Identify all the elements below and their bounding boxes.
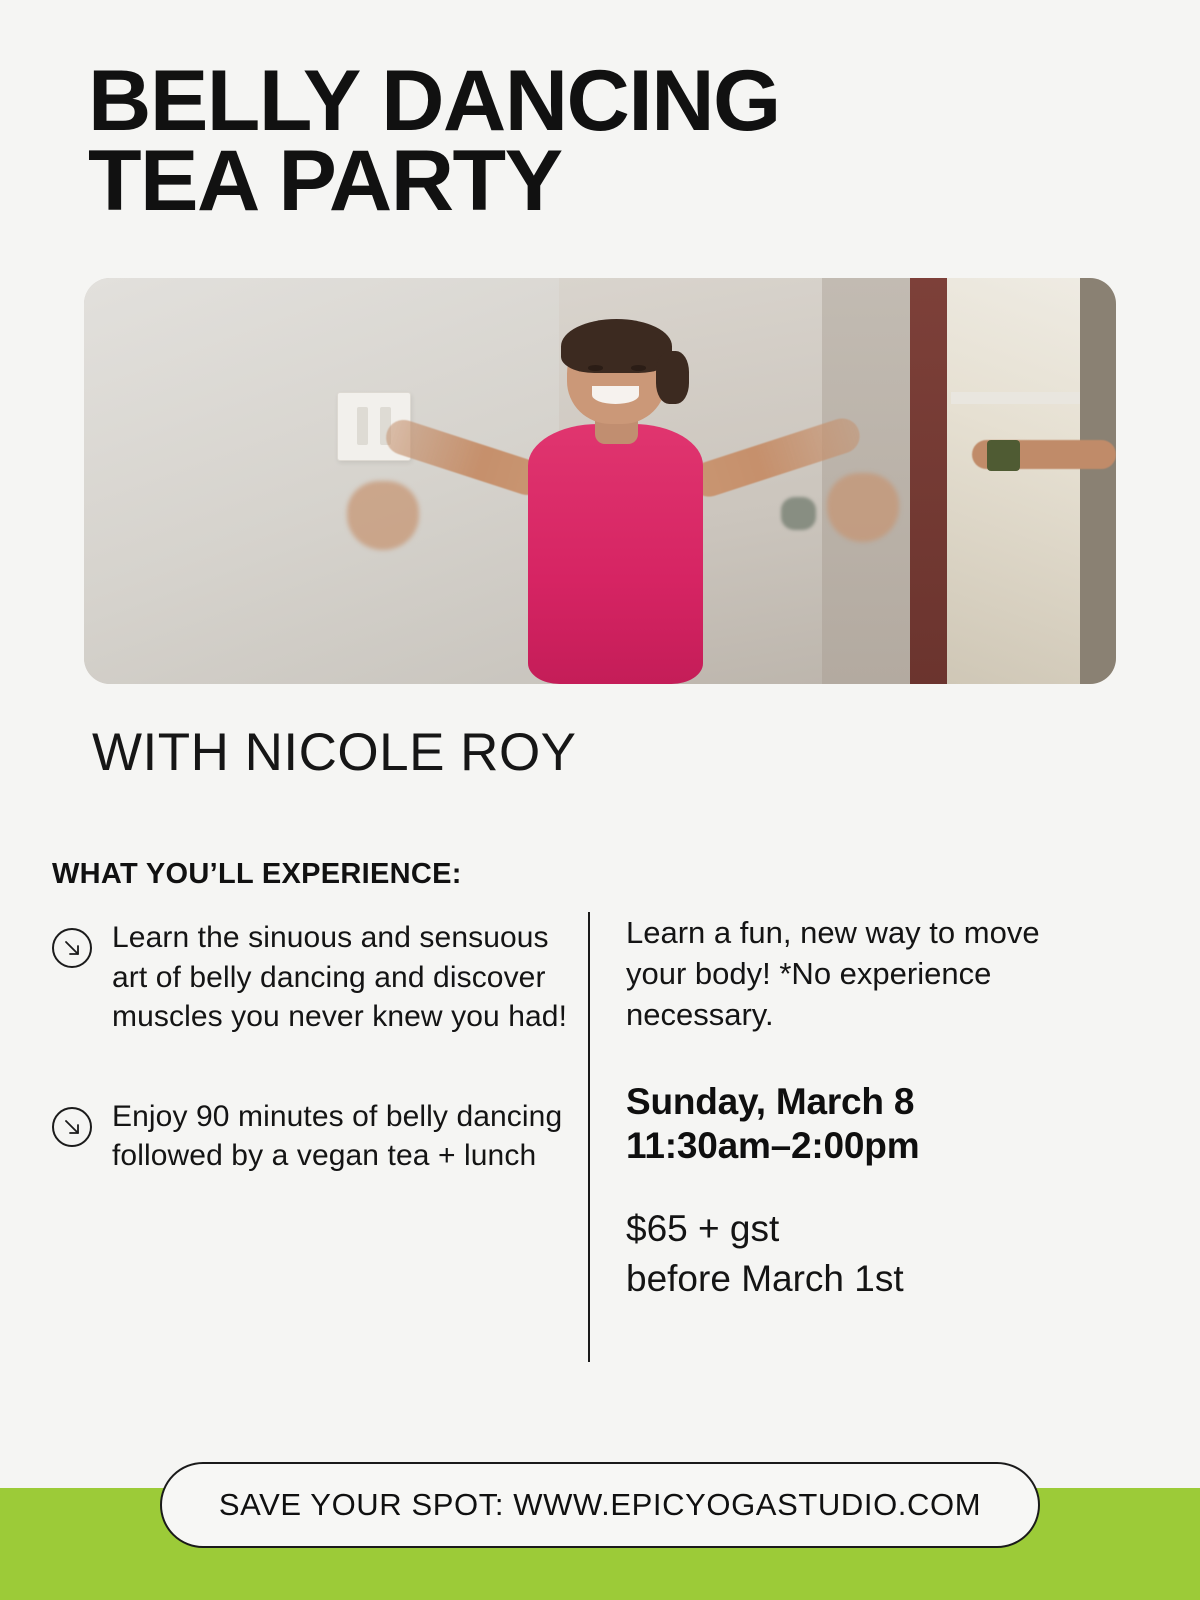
photo-watch [987,440,1020,470]
save-your-spot-button[interactable]: SAVE YOUR SPOT: WWW.EPICYOGASTUDIO.COM [160,1462,1040,1548]
photo-eye-left [588,365,603,371]
event-time: 11:30am–2:00pm [626,1125,920,1167]
list-item [52,918,592,1037]
photo-window-edge [1080,278,1116,684]
hero-photo [84,278,1116,684]
photo-hand-left [347,481,419,550]
photo-hand-right [827,473,899,542]
photo-doorframe [910,278,947,684]
experience-heading: WHAT YOU’LL EXPERIENCE: [52,858,462,890]
photo-smile [592,386,639,404]
price-deadline: before March 1st [626,1258,904,1300]
event-date: Sunday, March 8 [626,1080,915,1122]
arrow-down-right-circle-icon [52,928,92,968]
arrow-down-right-circle-icon [52,1107,92,1147]
title-line-1: BELLY DANCING [88,53,780,149]
details-intro: Learn a fun, new way to move your body! *No experience necessary. [626,915,1040,1033]
list-item-text: Learn the sinuous and sensuous art of belly dancing and discover muscles you never knew you had! [112,921,568,1034]
photo-tattoo [781,497,816,529]
event-price [626,1204,1096,1304]
title-line-2: TEA PARTY [88,132,562,229]
details-column [626,912,1096,1304]
page-title [88,53,1088,229]
photo-hair-tail [656,351,689,404]
event-datetime [626,1080,1096,1169]
list-item [52,1097,592,1176]
photo-dancer-top [528,424,703,684]
photo-hair [561,319,672,374]
column-divider [588,912,590,1362]
experience-list [52,918,592,1236]
price-amount: $65 + gst [626,1208,780,1250]
instructor-line: WITH NICOLE ROY [92,723,577,782]
list-item-text: Enjoy 90 minutes of belly dancing followed by a vegan tea + lunch [112,1099,563,1173]
